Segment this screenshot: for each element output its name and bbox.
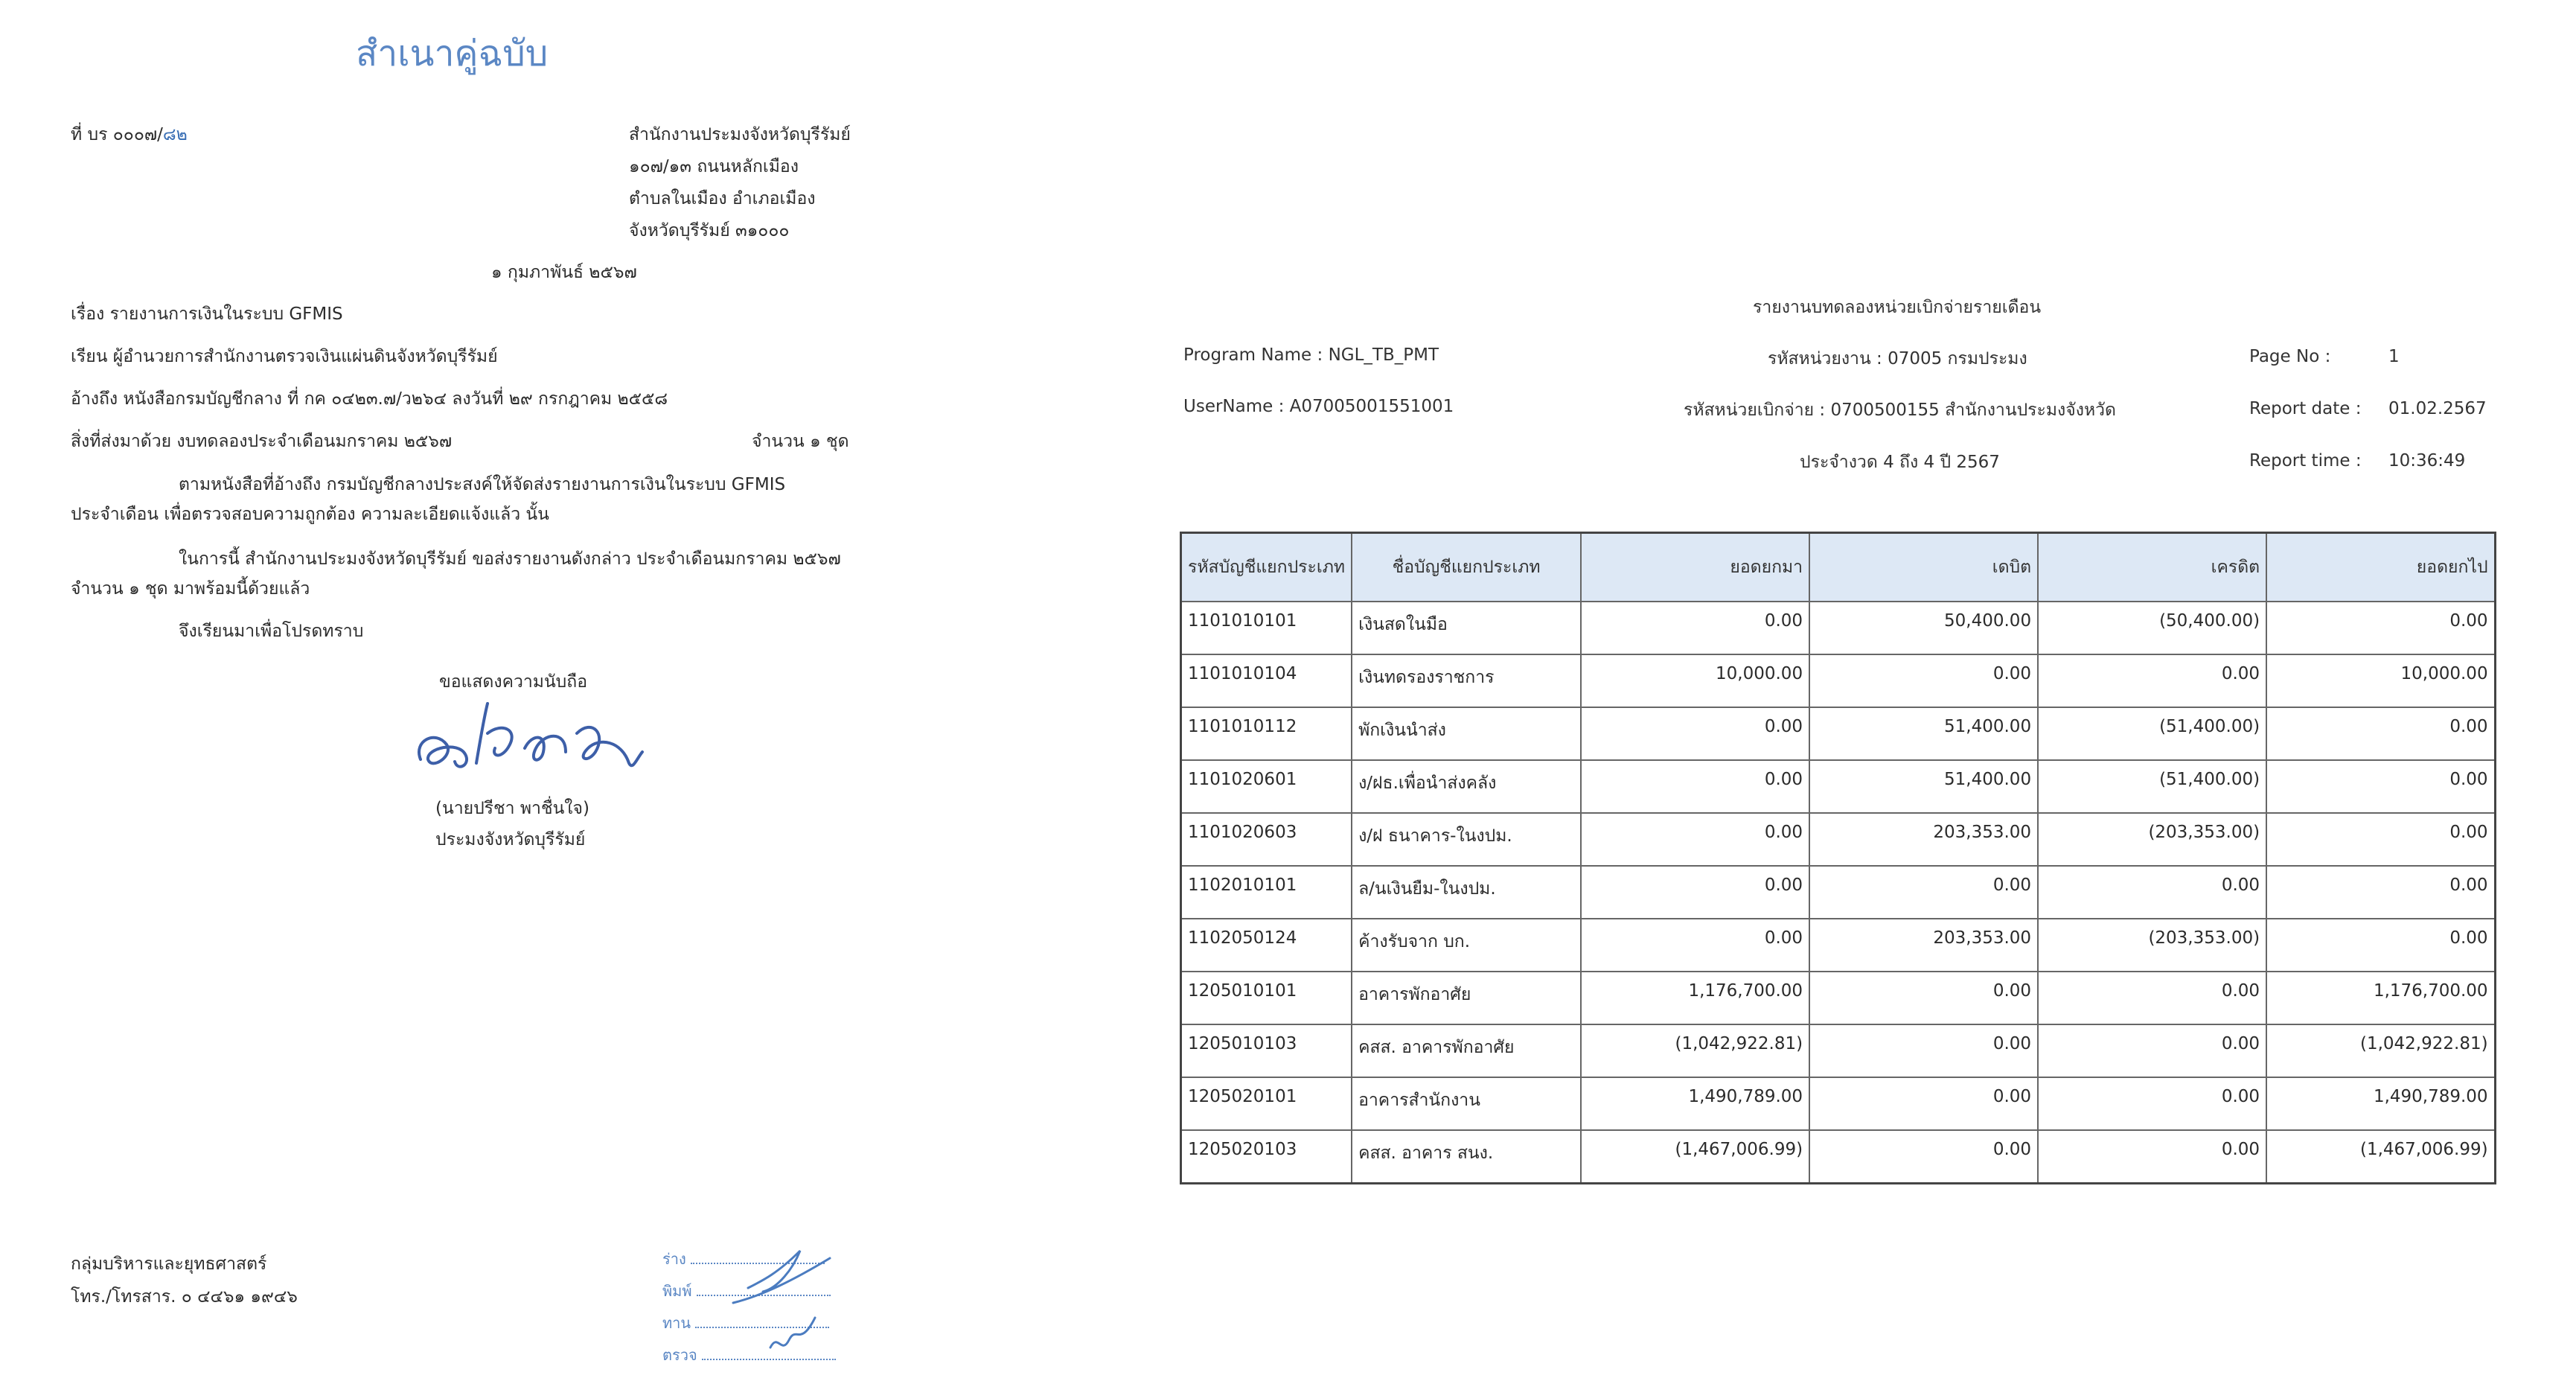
cell-balance-forward: (1,042,922.81) [1581,1024,1809,1077]
cell-balance-forward: 10,000.00 [1581,654,1809,707]
cell-balance-forward: 0.00 [1581,919,1809,972]
cell-account-name: ง/ฝธ.เพื่อนำส่งคลัง [1352,760,1581,813]
cell-debit: 51,400.00 [1809,760,2038,813]
letter-enclosure: สิ่งที่ส่งมาด้วย งบทดลองประจำเดือนมกราคม ๒๕๖๗ [71,432,453,451]
cell-account-name: อาคารสำนักงาน [1352,1077,1581,1130]
header-balance-forward: ยอดยกมา [1581,533,1809,602]
table-row [1181,602,2496,654]
cell-account-name: คสส. อาคารพักอาศัย [1352,1024,1581,1077]
table-row [1181,972,2496,1024]
table-row [1181,1024,2496,1077]
cell-account-code: 1101020601 [1181,760,1352,813]
signer-name: (นายปรีชา พาชื่นใจ) [435,799,589,818]
cell-balance-carried: 10,000.00 [2266,654,2495,707]
cell-credit: (51,400.00) [2038,760,2266,813]
cell-account-code: 1205010101 [1181,972,1352,1024]
cell-account-code: 1205010103 [1181,1024,1352,1077]
copy-stamp: สำเนาคู่ฉบับ [356,33,549,74]
cell-balance-forward: 1,490,789.00 [1581,1077,1809,1130]
cell-account-name: ล/นเงินยืม-ในงปม. [1352,866,1581,919]
cell-balance-forward: 0.00 [1581,813,1809,866]
signer-title: ประมงจังหวัดบุรีรัมย์ [435,830,586,849]
check-typed-label: พิมพ์ [662,1282,692,1300]
cell-account-code: 1102050124 [1181,919,1352,972]
header-account-code: รหัสบัญชีแยกประเภท [1181,533,1352,602]
sender-line-3: ตำบลในเมือง อำเภอเมือง [629,189,816,208]
cell-balance-forward: 0.00 [1581,602,1809,654]
table-row [1181,1077,2496,1130]
report-date-label: Report date : [2249,399,2362,418]
agency-code: รหัสหน่วยงาน : 07005 กรมประมง [1768,349,2027,369]
check-draft-label: ร่าง [662,1250,686,1268]
cell-account-code: 1205020103 [1181,1130,1352,1184]
header-debit: เดบิต [1809,533,2038,602]
phone-fax: โทร./โทรสาร. ๐ ๔๔๖๑ ๑๙๔๖ [71,1287,298,1307]
initials-image [718,1236,852,1362]
cell-debit: 203,353.00 [1809,813,2038,866]
page-value: 1 [2388,347,2400,366]
header-credit: เครดิต [2038,533,2266,602]
username: UserName : A07005001551001 [1183,397,1454,416]
check-verified-label: ตรวจ [662,1346,697,1364]
cell-debit: 0.00 [1809,654,2038,707]
cell-account-code: 1205020101 [1181,1077,1352,1130]
sender-line-1: สำนักงานประมงจังหวัดบุรีรัมย์ [629,125,851,144]
paragraph-1-line-1: ตามหนังสือที่อ้างถึง กรมบัญชีกลางประสงค์ให้จัดส่งรายงานการเงินในระบบ GFMIS [179,475,786,494]
cell-account-name: เงินสดในมือ [1352,602,1581,654]
cell-account-code: 1101010112 [1181,707,1352,760]
cell-credit: 0.00 [2038,866,2266,919]
cell-account-name: เงินทดรองราชการ [1352,654,1581,707]
cell-credit: (203,353.00) [2038,919,2266,972]
cell-debit: 0.00 [1809,972,2038,1024]
cell-debit: 203,353.00 [1809,919,2038,972]
cell-balance-carried: 0.00 [2266,707,2495,760]
table-row [1181,866,2496,919]
cell-account-code: 1101010101 [1181,602,1352,654]
closing-salutation: ขอแสดงความนับถือ [439,672,588,692]
document-number-handwritten: ๘๒ [162,125,188,144]
report-time-label: Report time : [2249,451,2362,471]
cell-balance-carried: 0.00 [2266,760,2495,813]
trial-balance-table [1180,532,2496,1184]
cell-balance-forward: 0.00 [1581,760,1809,813]
cell-balance-forward: 0.00 [1581,707,1809,760]
cell-balance-carried: 0.00 [2266,866,2495,919]
cell-account-code: 1101010104 [1181,654,1352,707]
sender-line-4: จังหวัดบุรีรัมย์ ๓๑๐๐๐ [629,221,790,240]
report-date-value: 01.02.2567 [2388,399,2487,418]
cell-credit: 0.00 [2038,972,2266,1024]
table-row [1181,813,2496,866]
cell-balance-forward: 0.00 [1581,866,1809,919]
cell-debit: 0.00 [1809,1024,2038,1077]
table-row [1181,1130,2496,1184]
document-number [71,121,188,148]
program-name: Program Name : NGL_TB_PMT [1183,345,1439,365]
cell-credit: (203,353.00) [2038,813,2266,866]
cell-balance-carried: (1,467,006.99) [2266,1130,2495,1184]
cell-account-name: พักเงินนำส่ง [1352,707,1581,760]
sender-line-2: ๑๐๗/๑๓ ถนนหลักเมือง [629,157,799,176]
cell-credit: (51,400.00) [2038,707,2266,760]
report-time-value: 10:36:49 [2388,451,2466,471]
table-header-row [1181,533,2496,602]
table-row [1181,654,2496,707]
paragraph-2-line-1: ในการนี้ สำนักงานประมงจังหวัดบุรีรัมย์ ขอส่งรายงานดังกล่าว ประจำเดือนมกราคม ๒๕๖๗ [179,549,841,569]
department: กลุ่มบริหารและยุทธศาสตร์ [71,1254,267,1274]
closing-request: จึงเรียนมาเพื่อโปรดทราบ [179,622,364,641]
paragraph-2-line-2: จำนวน ๑ ชุด มาพร้อมนี้ด้วยแล้ว [71,579,310,599]
page-label: Page No : [2249,347,2331,366]
cell-credit: 0.00 [2038,654,2266,707]
letter-recipient: เรียน ผู้อำนวยการสำนักงานตรวจเงินแผ่นดินจังหวัดบุรีรัมย์ [71,347,498,366]
cell-account-name: ค้างรับจาก บก. [1352,919,1581,972]
cell-debit: 51,400.00 [1809,707,2038,760]
cell-debit: 0.00 [1809,866,2038,919]
letter-reference: อ้างถึง หนังสือกรมบัญชีกลาง ที่ กค ๐๔๒๓.๗/ว๒๖๔ ลงวันที่ ๒๙ กรกฎาคม ๒๕๕๘ [71,389,668,409]
signature-image [406,689,651,785]
table-row [1181,919,2496,972]
cell-debit: 0.00 [1809,1130,2038,1184]
cell-credit: (50,400.00) [2038,602,2266,654]
cell-balance-carried: 1,490,789.00 [2266,1077,2495,1130]
cell-credit: 0.00 [2038,1077,2266,1130]
cell-account-code: 1101020603 [1181,813,1352,866]
cell-balance-carried: (1,042,922.81) [2266,1024,2495,1077]
disbursing-unit-code: รหัสหน่วยเบิกจ่าย : 0700500155 สำนักงานประมงจังหวัด [1684,401,2116,420]
cell-balance-forward: 1,176,700.00 [1581,972,1809,1024]
cell-account-name: อาคารพักอาศัย [1352,972,1581,1024]
cell-account-name: คสส. อาคาร สนง. [1352,1130,1581,1184]
table-row [1181,760,2496,813]
letter-date: ๑ กุมภาพันธ์ ๒๕๖๗ [491,263,637,282]
letter-enclosure-quantity: จำนวน ๑ ชุด [752,432,849,451]
cell-balance-carried: 0.00 [2266,919,2495,972]
report-title: รายงานบทดลองหน่วยเบิกจ่ายรายเดือน [1753,298,2042,317]
letter-subject: เรื่อง รายงานการเงินในระบบ GFMIS [71,304,343,324]
cell-credit: 0.00 [2038,1024,2266,1077]
header-account-name: ชื่อบัญชีแยกประเภท [1352,533,1581,602]
cell-account-code: 1102010101 [1181,866,1352,919]
paragraph-1-line-2: ประจำเดือน เพื่อตรวจสอบความถูกต้อง ความละเอียดแจ้งแล้ว นั้น [71,505,549,524]
cell-debit: 50,400.00 [1809,602,2038,654]
cell-balance-carried: 0.00 [2266,602,2495,654]
table-row [1181,707,2496,760]
cell-balance-carried: 1,176,700.00 [2266,972,2495,1024]
cell-balance-forward: (1,467,006.99) [1581,1130,1809,1184]
cell-balance-carried: 0.00 [2266,813,2495,866]
cell-debit: 0.00 [1809,1077,2038,1130]
report-period: ประจำงวด 4 ถึง 4 ปี 2567 [1800,453,2000,472]
document-number-prefix: ที่ บร ๐๐๐๗/ [71,125,163,144]
cell-account-name: ง/ฝ ธนาคาร-ในงปม. [1352,813,1581,866]
header-balance-carried: ยอดยกไป [2266,533,2495,602]
cell-credit: 0.00 [2038,1130,2266,1184]
check-proofread-label: ทาน [662,1314,691,1332]
